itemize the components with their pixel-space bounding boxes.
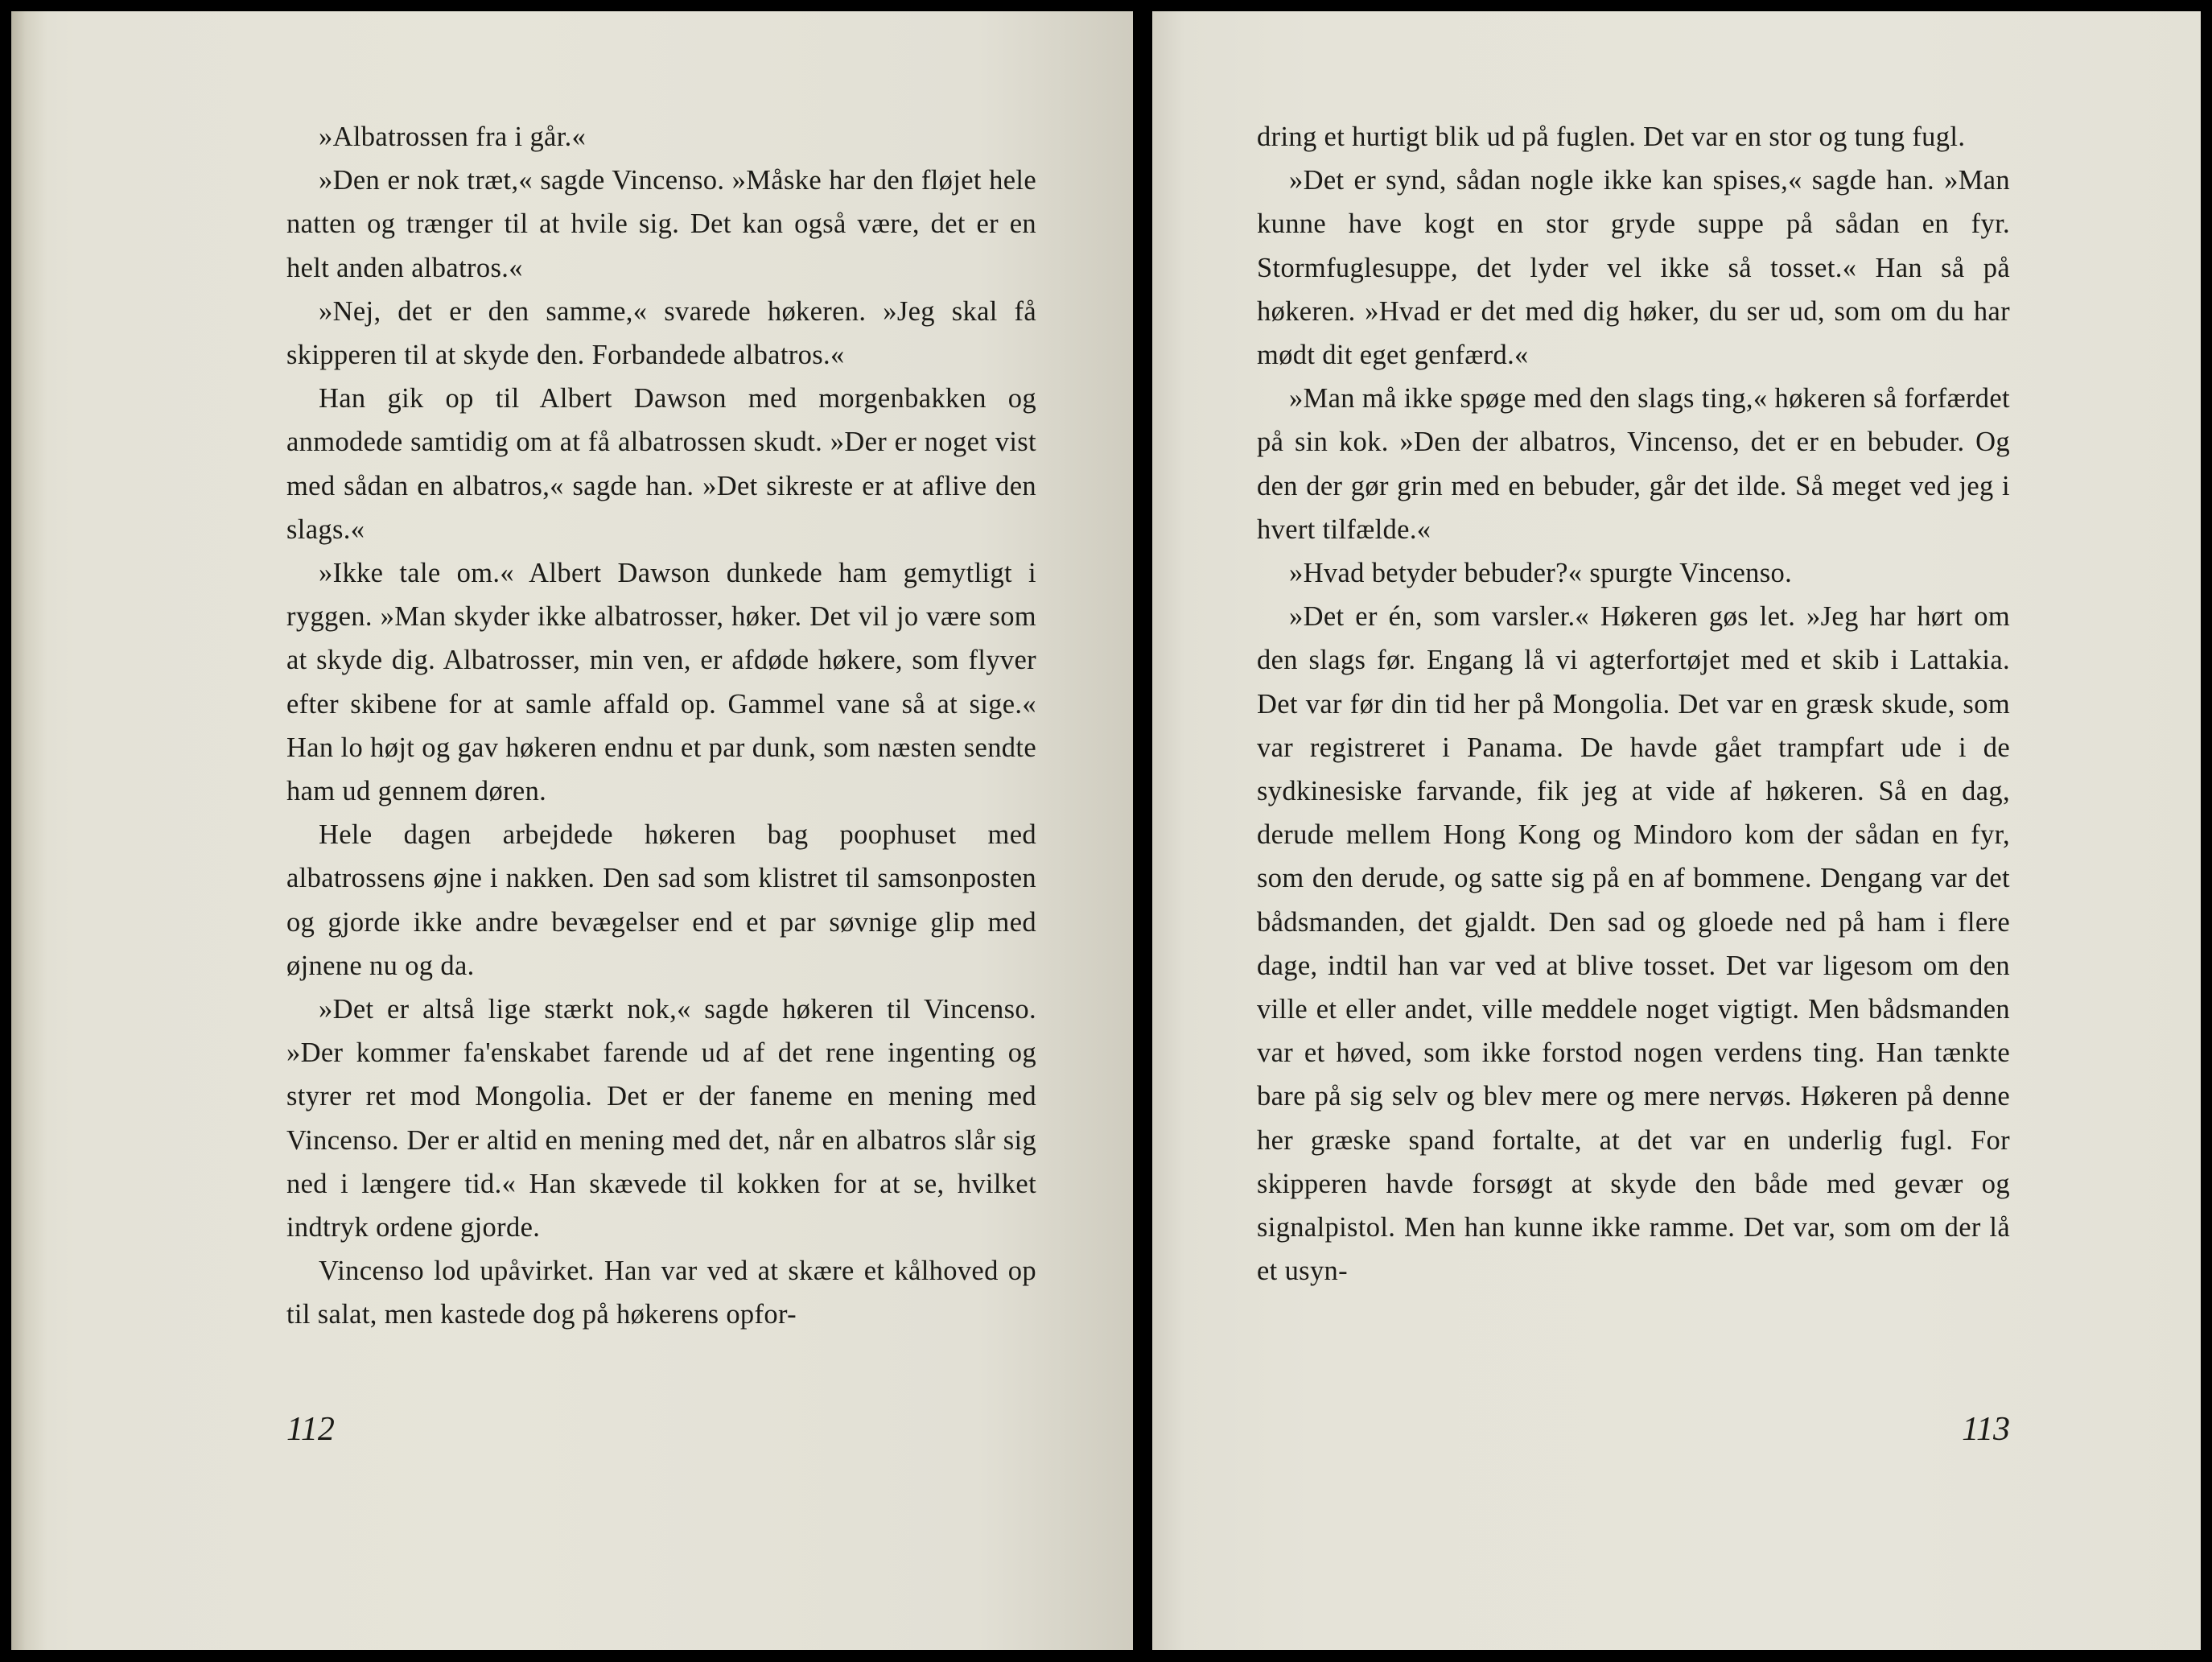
left-page: [11, 11, 1133, 1650]
paragraph: »Nej, det er den samme,« svarede høkeren. »Jeg skal få skipperen til at skyde den. Forbandede albatros.«: [286, 295, 1036, 371]
paragraph: »Albatrossen fra i går.«: [319, 122, 587, 152]
paragraph-continuation: dring et hurtigt blik ud på fuglen. Det var en stor og tung fugl.: [1257, 122, 1966, 152]
right-page: [1152, 11, 2201, 1650]
paragraph: »Det er synd, sådan nogle ikke kan spises,« sagde han. »Man kunne have kogt en stor gryde suppe på sådan en fyr. Stormfuglesuppe, det lyder vel ikke så tosset.« Han så på høkeren. »Hvad er det med dig høker, du ser ud, som om du har mødt dit eget genfærd.«: [1257, 165, 2010, 371]
page-number-right: 113: [1962, 1411, 2010, 1448]
paragraph: »Det er én, som varsler.« Høkeren gøs let. »Jeg har hørt om den slags før. Engang lå vi agterfortøjet med et skib i Lattakia. Det var før din tid her på Mongolia. Det var en græsk skude, som var registreret i Panama. De havde gået trampfart ude i de sydkinesiske farvande, fik jeg at vide af høkeren. Så en dag, derude mellem Hong Kong og Mindoro kom der sådan en fyr, som den derude, og satte sig på en af bommene. Dengang var det bådsmanden, det gjaldt. Den sad og gloede ned på ham i flere dage, indtil han var ved at blive tosset. Det var ligesom om den ville et eller andet, ville meddele noget vigtigt. Men bådsmanden var et høved, som ikke forstod nogen verdens ting. Han tænkte bare på sig selv og blev mere og mere nervøs. Høkeren på denne her græske spand fortalte, at det var en underlig fugl. For skipperen havde forsøgt at skyde den både med gevær og signalpistol. Men han kunne ikke ramme. Det var, som om der lå et usyn-: [1257, 601, 2010, 1287]
paragraph: Hele dagen arbejdede høkeren bag poophuset med albatrossens øjne i nakken. Den sad som klistret til samsonposten og gjorde ikke andre bevægelser end et par søvnige glip med øjnene nu og da.: [286, 819, 1036, 981]
left-page-text: [286, 115, 1036, 1337]
paragraph: »Den er nok træt,« sagde Vincenso. »Måske har den fløjet hele natten og trænger til at hvile sig. Det kan også være, det er en helt anden albatros.«: [286, 165, 1036, 283]
right-page-text: [1257, 115, 2010, 1293]
paragraph: »Man må ikke spøge med den slags ting,« høkeren så forfærdet på sin kok. »Den der albatros, Vincenso, det er en bebuder. Og den der gør grin med en bebuder, går det ilde. Så meget ved jeg i hvert tilfælde.«: [1257, 383, 2010, 545]
page-number-left: 112: [286, 1411, 335, 1448]
paragraph: »Ikke tale om.« Albert Dawson dunkede ham gemytligt i ryggen. »Man skyder ikke albatrosser, høker. Det vil jo være som at skyde dig. Albatrosser, min ven, er afdøde høkere, som flyver efter skibene for at samle affald op. Gammel vane så at sige.« Han lo højt og gav høkeren endnu et par dunk, som næsten sendte ham ud gennem døren.: [286, 558, 1036, 807]
paragraph: »Hvad betyder bebuder?« spurgte Vincenso.: [1289, 558, 1793, 589]
paragraph: Vincenso lod upåvirket. Han var ved at skære et kålhoved op til salat, men kastede dog på høkerens opfor-: [286, 1256, 1036, 1330]
paragraph: Han gik op til Albert Dawson med morgenbakken og anmodede samtidig om at få albatrossen skudt. »Der er noget vist med sådan en albatros,« sagde han. »Det sikreste er at aflive den slags.«: [286, 383, 1036, 545]
paragraph: »Det er altså lige stærkt nok,« sagde høkeren til Vincenso. »Der kommer fa'enskabet farende ud af det rene ingenting og styrer ret mod Mongolia. Det er der faneme en mening med Vincenso. Der er altid en mening med det, når en albatros slår sig ned i længere tid.« Han skævede til kokken for at se, hvilket indtryk ordene gjorde.: [286, 994, 1036, 1243]
